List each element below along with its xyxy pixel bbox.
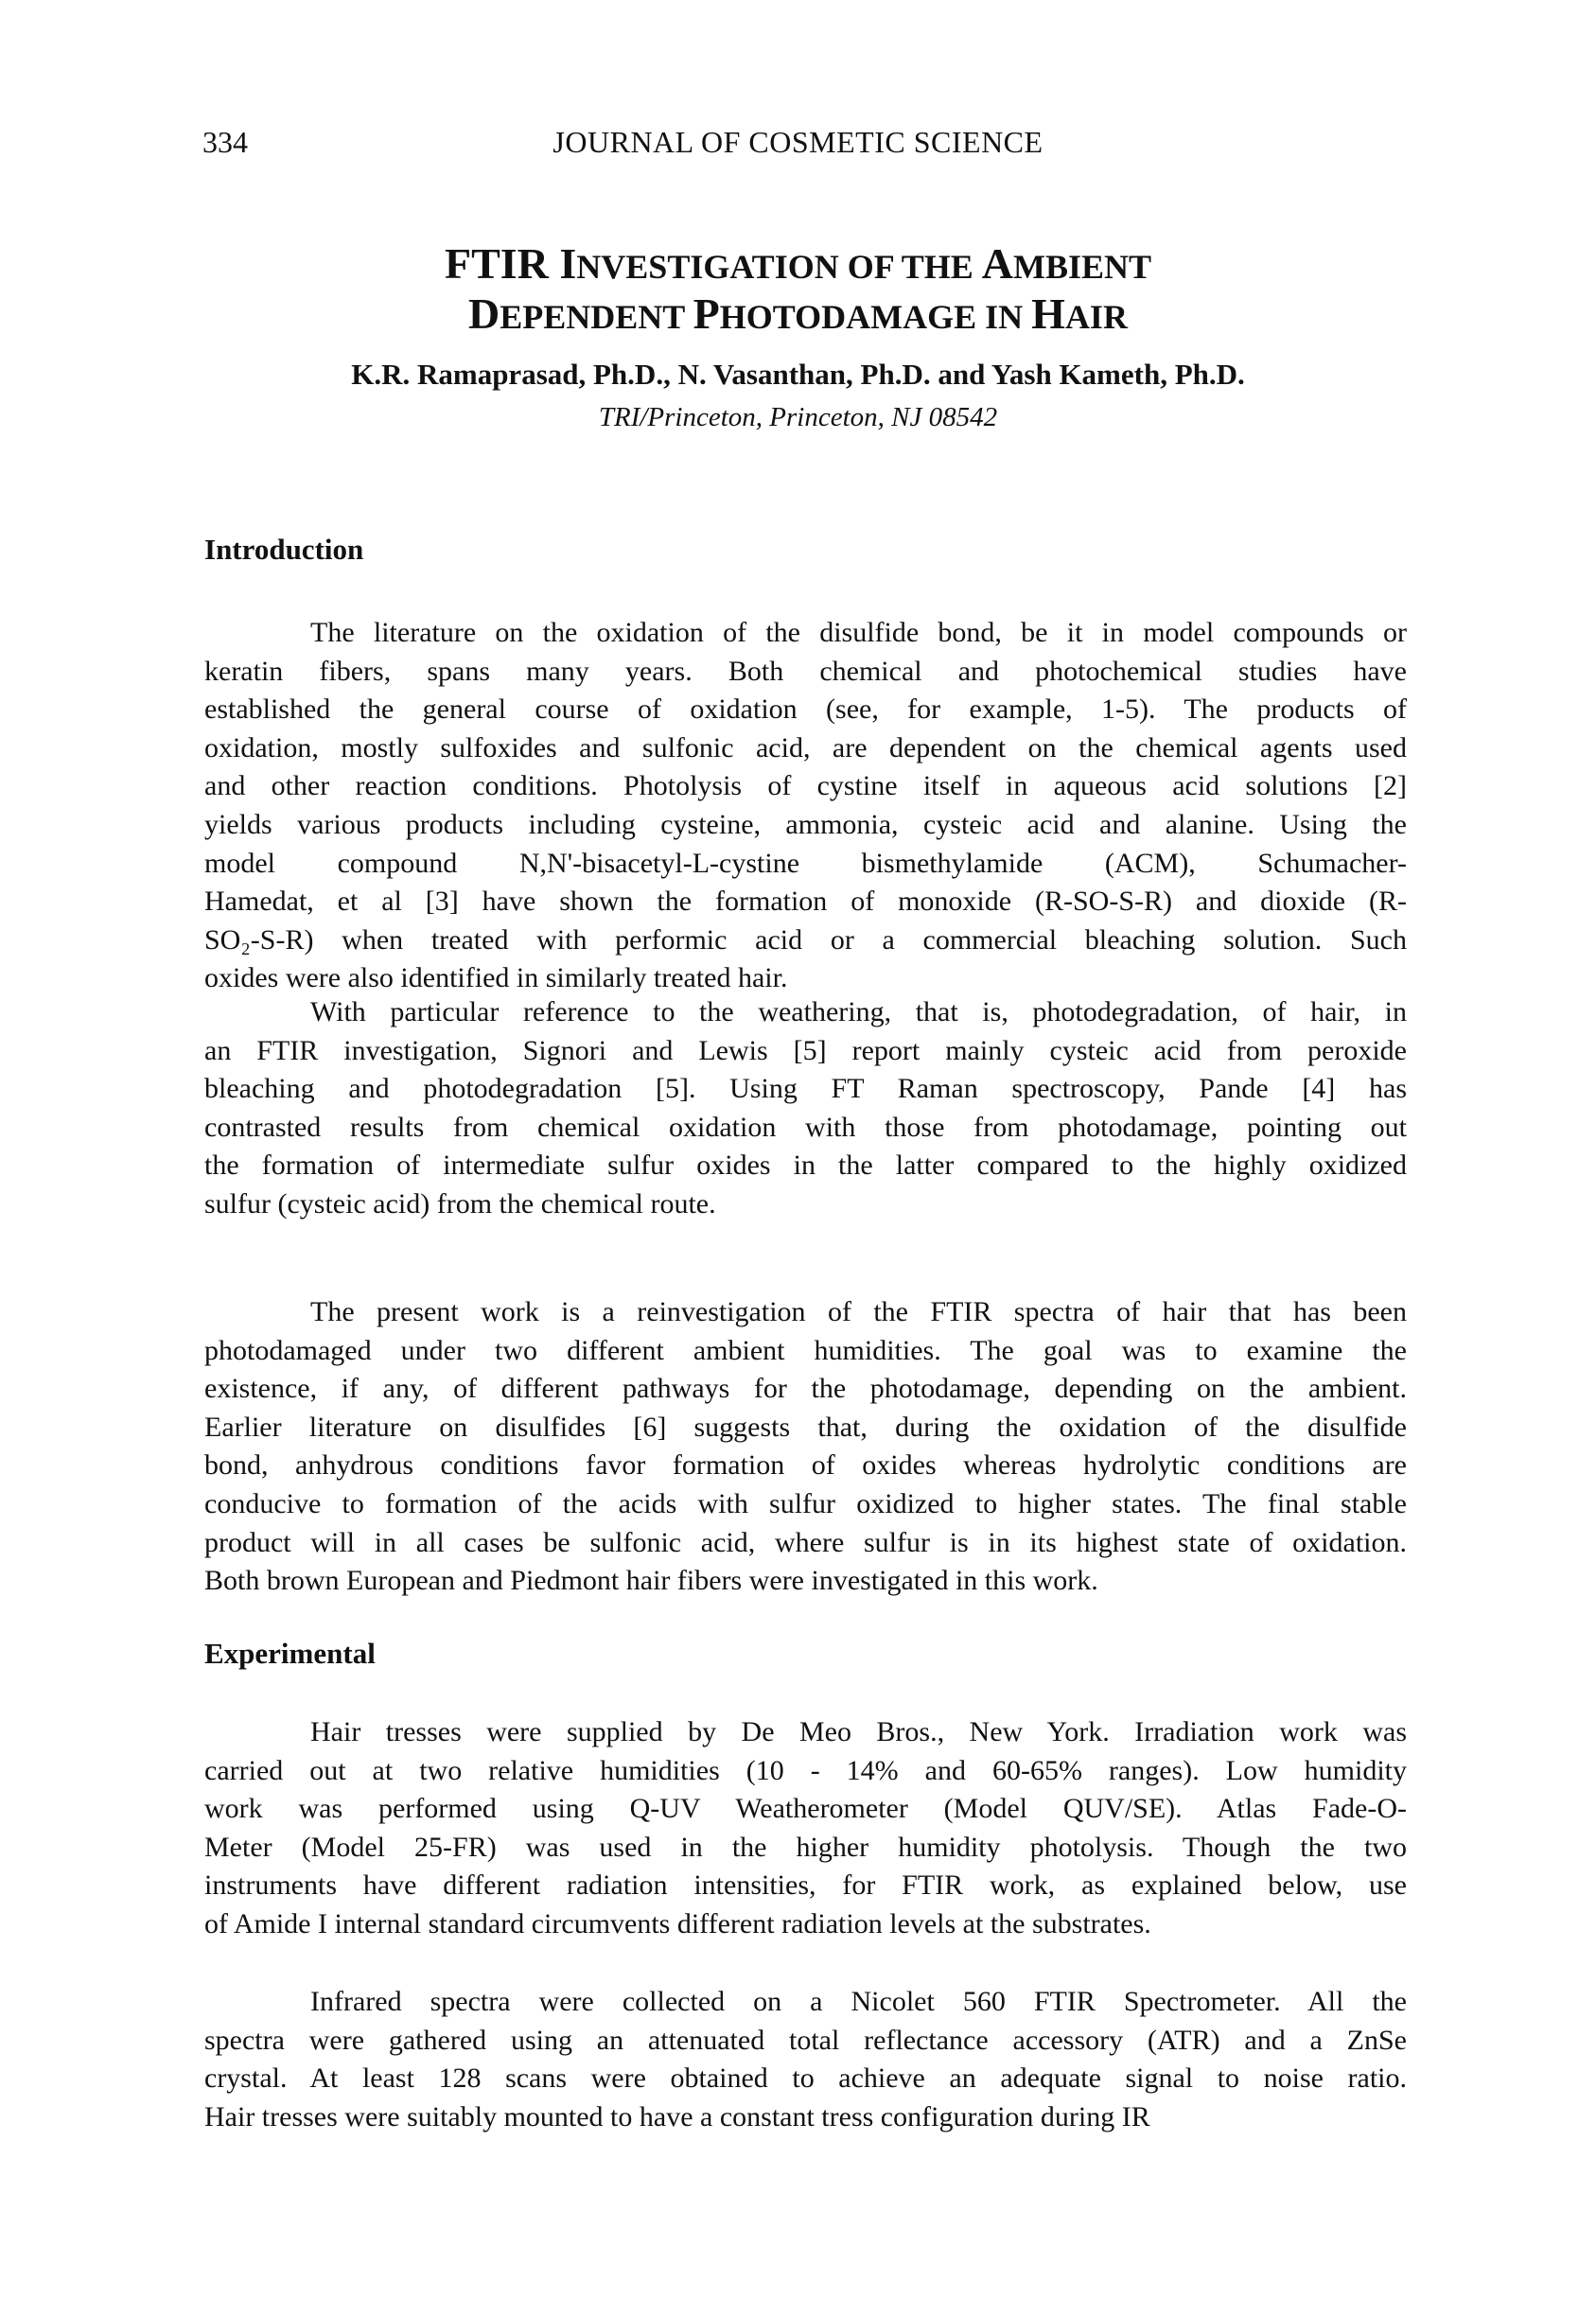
- text-line: product will in all cases be sulfonic acid, where sulfur is in its highest state of oxidation.: [204, 1526, 1407, 1558]
- paragraph: [204, 1713, 1407, 1944]
- text-line: sulfur (cysteic acid) from the chemical route.: [204, 1187, 716, 1220]
- text-line: SO₂-S-R) when treated with performic acid or a commercial bleaching solution. Such: [204, 923, 1407, 956]
- text-line: oxides were also identified in similarly treated hair.: [204, 962, 788, 994]
- text-line: Both brown European and Piedmont hair fibers were investigated in this work.: [204, 1565, 1098, 1597]
- title-initial: D: [468, 290, 500, 338]
- title-small-caps: NVESTIGATION OF THE: [576, 248, 982, 286]
- text-line: model compound N,N'-bisacetyl-L-cystine bismethylamide (ACM), Schumacher-: [204, 847, 1407, 879]
- text-line: conducive to formation of the acids with sulfur oxidized to higher states. The final stable: [204, 1487, 1407, 1519]
- paragraph: [204, 614, 1407, 998]
- text-line: keratin fibers, spans many years. Both chemical and photochemical studies have: [204, 655, 1407, 687]
- text-line: With particular reference to the weathering, that is, photodegradation, of hair, in: [310, 996, 1407, 1027]
- text-line: work was performed using Q-UV Weatherometer (Model QUV/SE). Atlas Fade-O-: [204, 1793, 1407, 1825]
- text-line: Hair tresses were suitably mounted to have a constant tress configuration during IR: [204, 2100, 1150, 2132]
- paragraph: [204, 1293, 1407, 1601]
- text-line: bond, anhydrous conditions favor formation of oxides whereas hydrolytic conditions are: [204, 1449, 1407, 1482]
- text-line: Hair tresses were supplied by De Meo Bros., New York. Irradiation work was: [310, 1716, 1407, 1747]
- title-small-caps: MBIENT: [1012, 248, 1151, 286]
- text-line: oxidation, mostly sulfoxides and sulfonic acid, are dependent on the chemical agents used: [204, 731, 1407, 763]
- text-line: Earlier literature on disulfides [6] suggests that, during the oxidation of the disulfide: [204, 1411, 1407, 1443]
- text-line: Meter (Model 25-FR) was used in the higher humidity photolysis. Though the two: [204, 1831, 1407, 1863]
- title-initial: H: [1031, 290, 1065, 338]
- text-line: The literature on the oxidation of the disulfide bond, be it in model compounds or: [310, 617, 1407, 648]
- title-initial: P: [693, 290, 720, 338]
- text-line: Infrared spectra were collected on a Nicolet 560 FTIR Spectrometer. All the: [310, 1986, 1407, 2017]
- section-heading-introduction: Introduction: [204, 533, 364, 566]
- text-line: yields various products including cysteine, ammonia, cysteic acid and alanine. Using the: [204, 808, 1407, 840]
- title-initial: A: [981, 239, 1013, 288]
- text-line: of Amide I internal standard circumvents different radiation levels at the substrates.: [204, 1907, 1151, 1939]
- text-line: and other reaction conditions. Photolysis of cystine itself in aqueous acid solutions [2]: [204, 770, 1407, 802]
- title-small-caps: EPENDENT: [500, 298, 693, 336]
- text-line: crystal. At least 128 scans were obtained to achieve an adequate signal to noise ratio.: [204, 2062, 1407, 2095]
- text-line: bleaching and photodegradation [5]. Using FT Raman spectroscopy, Pande [4] has: [204, 1073, 1407, 1105]
- paragraph: [204, 993, 1407, 1224]
- text-line: the formation of intermediate sulfur oxides in the latter compared to the highly oxidized: [204, 1150, 1407, 1182]
- title-small-caps: HOTODAMAGE IN: [719, 298, 1032, 336]
- section-heading-experimental: Experimental: [204, 1637, 376, 1670]
- page-number: 334: [202, 125, 248, 159]
- text-line: photodamaged under two different ambient humidities. The goal was to examine the: [204, 1334, 1407, 1366]
- journal-running-head: JOURNAL OF COSMETIC SCIENCE: [552, 125, 1044, 159]
- article-authors: K.R. Ramaprasad, Ph.D., N. Vasanthan, Ph.D. and Yash Kameth, Ph.D.: [351, 358, 1245, 391]
- text-line: Hamedat, et al [3] have shown the formation of monoxide (R-SO-S-R) and dioxide (R-: [204, 886, 1407, 918]
- article-affiliation: TRI/Princeton, Princeton, NJ 08542: [598, 402, 998, 432]
- title-initial: I: [559, 239, 577, 288]
- title-small-caps: AIR: [1064, 298, 1128, 336]
- paragraph: [204, 1983, 1407, 2136]
- title-initial: FTIR: [444, 239, 560, 288]
- article-title-line-2: [0, 289, 1596, 342]
- text-line: The present work is a reinvestigation of the FTIR spectra of hair that has been: [310, 1296, 1407, 1327]
- text-line: contrasted results from chemical oxidation with those from photodamage, pointing out: [204, 1111, 1407, 1143]
- text-line: established the general course of oxidation (see, for example, 1-5). The products of: [204, 693, 1407, 726]
- text-line: existence, if any, of different pathways for the photodamage, depending on the ambient.: [204, 1373, 1407, 1405]
- text-line: spectra were gathered using an attenuated total reflectance accessory (ATR) and a ZnSe: [204, 2024, 1407, 2056]
- article-title-line-1: [0, 238, 1596, 292]
- text-line: instruments have different radiation intensities, for FTIR work, as explained below, use: [204, 1869, 1407, 1902]
- text-line: carried out at two relative humidities (10 - 14% and 60-65% ranges). Low humidity: [204, 1754, 1407, 1786]
- text-line: an FTIR investigation, Signori and Lewis [5] report mainly cysteic acid from peroxide: [204, 1034, 1407, 1066]
